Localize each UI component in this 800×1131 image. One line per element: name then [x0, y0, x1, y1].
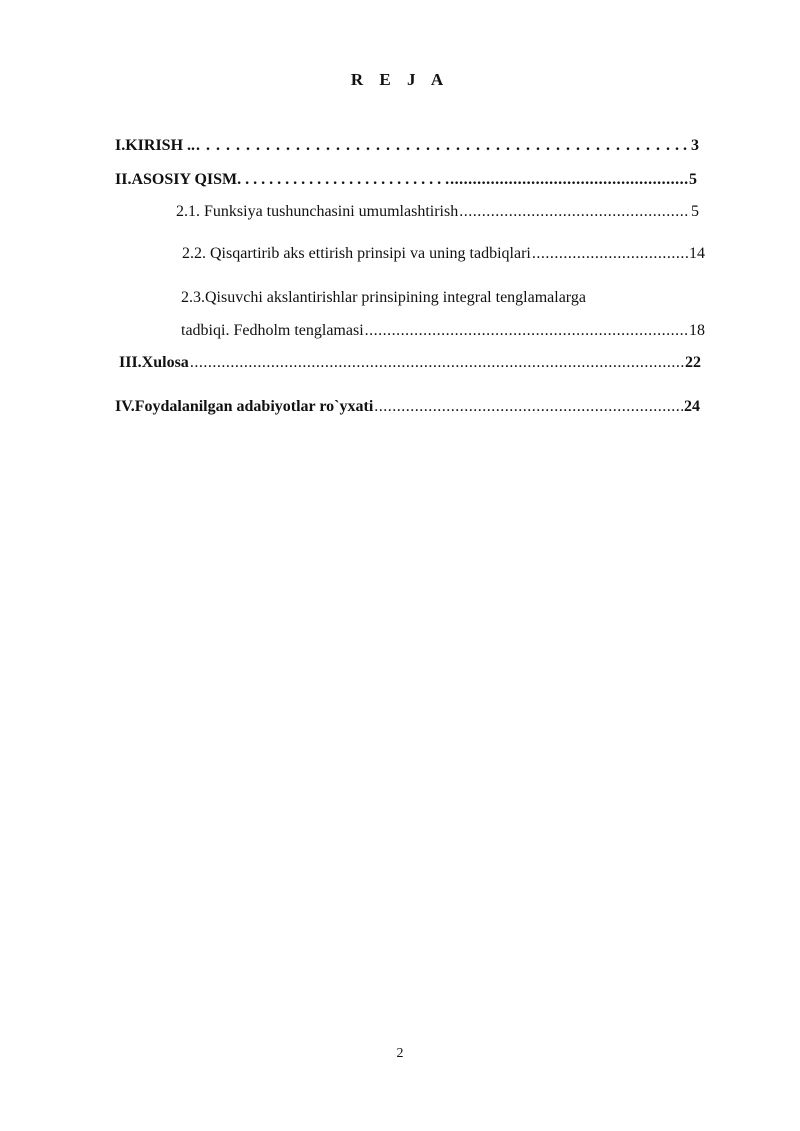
- toc-entry-adabiyotlar[interactable]: [115, 398, 700, 416]
- toc-entry-page: 5: [691, 203, 699, 220]
- toc-entry-2-2[interactable]: [182, 245, 705, 263]
- toc-entry-label: 2.1. Funksiya tushunchasini umumlashtirish: [176, 203, 459, 220]
- toc-entry-label: tadbiqi. Fedholm tenglamasi: [181, 322, 364, 339]
- dot-leader: [365, 322, 688, 340]
- toc-entry-label: IV.Foydalanilgan adabiyotlar ro`yxati: [115, 398, 374, 415]
- toc-entry-label: 2.2. Qisqartirib aks ettirish prinsipi va uning tadbiqlari: [182, 245, 531, 262]
- dot-leader: [196, 137, 674, 155]
- toc-entry-label: II.ASOSIY QISM. . . . . . . . . . . . . . . . . . . . . . . . . . .: [115, 171, 450, 188]
- dot-leader: [190, 354, 684, 372]
- toc-heading: R E J A: [350, 70, 450, 89]
- toc-entry-label: III.Xulosa: [119, 354, 189, 371]
- toc-entry-2-3[interactable]: [181, 322, 705, 340]
- toc-entry-2-1[interactable]: [176, 203, 699, 221]
- toc-entry-label: I.KIRISH ..: [115, 137, 196, 154]
- toc-entry-2-3-line1[interactable]: 2.3.Qisuvchi akslantirishlar prinsipining integral tenglamalarga: [181, 289, 586, 306]
- dot-leader: [532, 245, 688, 263]
- toc-entry-xulosa[interactable]: [119, 354, 701, 372]
- toc-entry-page: 14: [689, 245, 705, 262]
- dot-leader: [374, 398, 683, 416]
- dot-leader: [450, 171, 688, 189]
- dot-leader: [459, 203, 690, 221]
- toc-entry-asosiy-qism[interactable]: [115, 171, 697, 189]
- toc-entry-page: . . 3: [675, 137, 699, 154]
- toc-entry-kirish[interactable]: [115, 137, 699, 155]
- toc-entry-page: 22: [685, 354, 701, 371]
- page-number: 2: [396, 1046, 404, 1061]
- toc-entry-page: 5: [689, 171, 697, 188]
- toc-entry-page: 24: [684, 398, 700, 415]
- toc-entry-page: 18: [689, 322, 705, 339]
